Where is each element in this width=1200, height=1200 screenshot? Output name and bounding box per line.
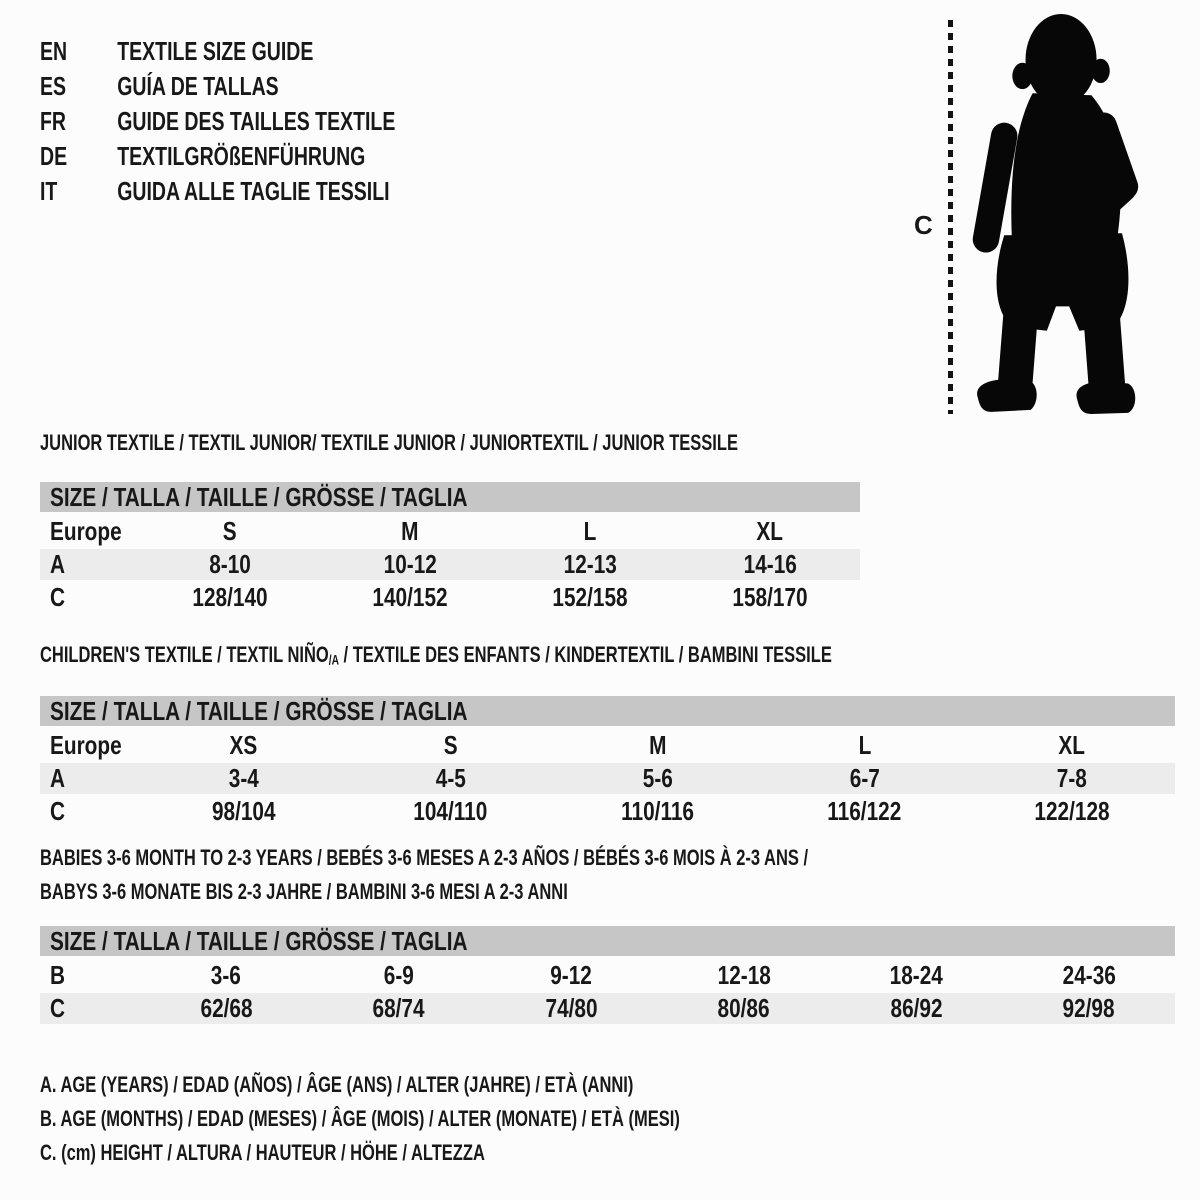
height-cell: 62/68 [200,993,253,1023]
height-cell: 80/86 [717,993,770,1023]
height-cell: 116/122 [827,796,902,827]
baby-silhouette-icon [968,12,1148,418]
table-row-age [40,763,1175,794]
table-row-age [40,549,860,580]
babies-title-line1: BABIES 3-6 MONTH TO 2-3 YEARS / BEBÉS 3-6 MESES A 2-3 AÑOS / BÉBÉS 3-6 MOIS À 2-3 ANS / [40,845,809,870]
age-cell: 6-7 [849,763,880,794]
size-cell: M [401,516,419,546]
size-cell: L [858,730,871,761]
lang-code: FR [40,106,67,136]
guide-title-es: GUÍA DE TALLAS [117,71,279,101]
junior-size-header-band [40,482,860,512]
height-cell: 68/74 [372,993,425,1023]
row-label: C [50,993,66,1023]
height-cell: 110/116 [621,796,694,827]
table-row-europe [40,516,860,547]
lang-code: IT [40,176,58,206]
table-row-height [40,993,1175,1024]
age-cell: 7-8 [1056,763,1087,794]
babies-size-header-band [40,926,1175,956]
children-size-header-band [40,696,1175,726]
junior-section-title: JUNIOR TEXTILE / TEXTIL JUNIOR/ TEXTILE JUNIOR / JUNIORTEXTIL / JUNIOR TESSILE [40,430,738,455]
children-title-subscript: /A [328,652,339,668]
table-row-height [40,796,1175,827]
babies-section-title [40,841,891,909]
size-header-label: SIZE / TALLA / TAILLE / GRÖSSE / TAGLIA [50,696,468,727]
legend-age-months: B. AGE (MONTHS) / EDAD (MESES) / ÂGE (MOIS) / ALTER (MONATE) / ETÀ (MESI) [40,1106,680,1131]
lang-row-it [40,174,395,209]
language-title-list [40,34,395,209]
age-cell: 8-10 [209,549,251,579]
height-cell: 86/92 [890,993,943,1023]
row-label: C [50,582,66,612]
row-label: C [50,796,66,827]
legend-age-years: A. AGE (YEARS) / EDAD (AÑOS) / ÂGE (ANS) / ALTER (JAHRE) / ETÀ (ANNI) [40,1072,634,1097]
height-measure-figure [908,10,1168,422]
lang-row-en [40,34,395,69]
size-cell: XL [1058,730,1085,761]
size-cell: M [648,730,667,761]
size-cell: S [443,730,458,761]
lang-code: DE [40,141,68,171]
height-cell: 128/140 [192,582,268,612]
table-row-height [40,582,860,613]
age-cell: 12-13 [563,549,617,579]
measure-label-c: C [914,210,933,240]
months-cell: 18-24 [889,960,943,990]
age-cell: 5-6 [642,763,673,794]
height-cell: 140/152 [372,582,448,612]
height-cell: 74/80 [545,993,598,1023]
babies-size-table [40,958,1175,1026]
lang-code: EN [40,36,68,66]
row-label: A [50,549,66,579]
months-cell: 12-18 [717,960,771,990]
guide-title-de: TEXTILGRÖßENFÜHRUNG [117,141,366,171]
guide-title-it: GUIDA ALLE TAGLIE TESSILI [117,176,390,206]
lang-row-fr [40,104,395,139]
lang-row-es [40,69,395,104]
children-textile-section [40,642,1175,829]
junior-textile-section [40,430,860,615]
months-cell: 24-36 [1062,960,1116,990]
children-size-table [40,728,1175,829]
size-header-label: SIZE / TALLA / TAILLE / GRÖSSE / TAGLIA [50,926,468,956]
height-cell: 122/128 [1033,796,1110,827]
height-cell: 158/170 [732,582,808,612]
months-cell: 6-9 [383,960,414,990]
height-cell: 92/98 [1062,993,1115,1023]
age-cell: 10-12 [383,549,437,579]
size-header-label: SIZE / TALLA / TAILLE / GRÖSSE / TAGLIA [50,482,468,512]
size-cell: XL [756,516,784,546]
children-section-title [40,642,891,673]
row-label: Europe [50,730,122,761]
height-cell: 98/104 [211,796,276,827]
height-cell: 152/158 [552,582,628,612]
age-cell: 3-4 [228,763,259,794]
height-measure-dashed-line [948,20,953,414]
lang-row-de [40,139,395,174]
children-title-rest: / TEXTILE DES ENFANTS / KINDERTEXTIL / BAMBINI TESSILE [338,642,832,667]
height-cell: 104/110 [413,796,488,827]
months-cell: 3-6 [211,960,242,990]
table-row-months [40,960,1175,991]
children-title-main: CHILDREN'S TEXTILE / TEXTIL NIÑO [40,642,329,667]
lang-code: ES [40,71,67,101]
size-cell: S [223,516,237,546]
guide-title-fr: GUIDE DES TAILLES TEXTILE [117,106,396,136]
row-label: A [50,763,66,794]
junior-size-table [40,514,860,615]
babies-title-line2: BABYS 3-6 MONATE BIS 2-3 JAHRE / BAMBINI 3-6 MESI A 2-3 ANNI [40,879,568,904]
row-label: B [50,960,66,990]
age-cell: 14-16 [743,549,797,579]
measure-legend [40,1068,893,1170]
table-row-europe [40,730,1175,761]
guide-title-en: TEXTILE SIZE GUIDE [117,36,314,66]
row-label: Europe [50,516,122,546]
size-cell: XS [229,730,258,761]
babies-textile-section [40,841,1175,1026]
months-cell: 9-12 [550,960,593,990]
legend-height-cm: C. (cm) HEIGHT / ALTURA / HAUTEUR / HÖHE / ALTEZZA [40,1140,485,1165]
size-cell: L [583,516,597,546]
age-cell: 4-5 [435,763,466,794]
